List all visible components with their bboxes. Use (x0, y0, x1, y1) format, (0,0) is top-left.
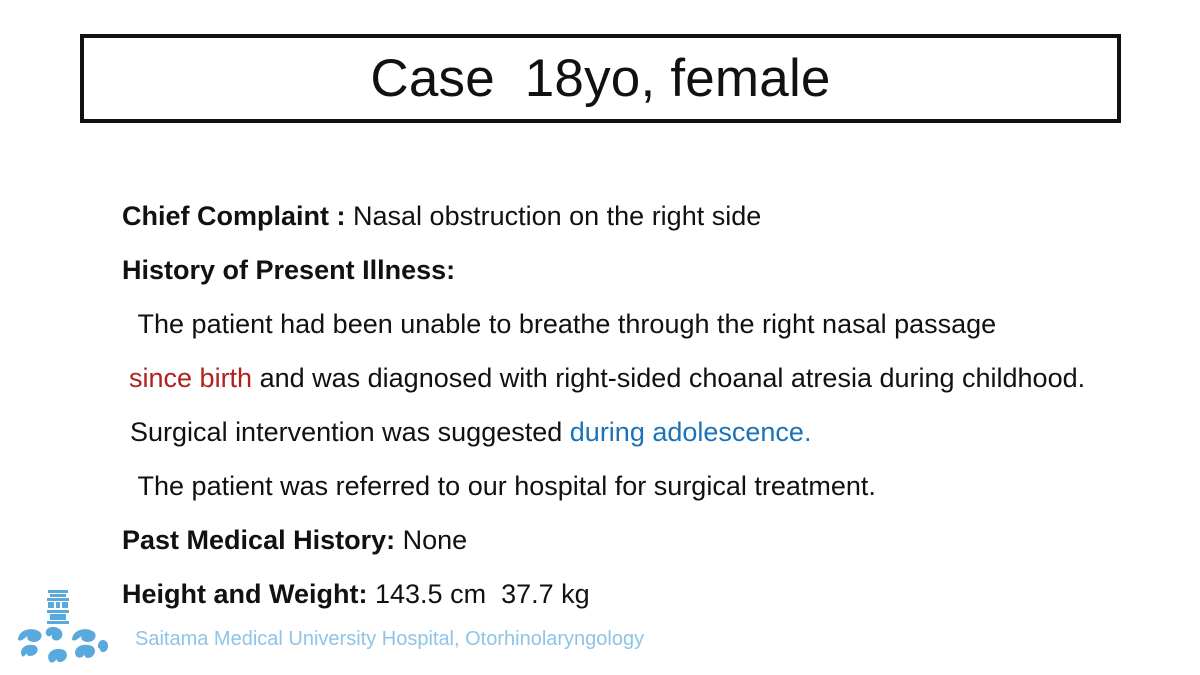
slide-title: Case 18yo, female (370, 49, 831, 108)
history-label: History of Present Illness: (122, 255, 456, 285)
history-highlight-since-birth: since birth (129, 363, 253, 393)
past-medical-history-value: None (395, 525, 468, 555)
footer-institution-text: Saitama Medical University Hospital, Otorhinolaryngology (135, 628, 645, 650)
history-text-3: Surgical intervention was suggested (130, 417, 570, 447)
history-highlight-adolescence: during adolescence. (569, 417, 812, 447)
university-logo-icon (14, 590, 110, 670)
past-medical-history-label: Past Medical History: (122, 525, 396, 555)
chief-complaint-label: Chief Complaint : (122, 201, 346, 231)
history-text-4: The patient was referred to our hospital for surgical treatment. (137, 471, 876, 501)
height-weight-value: 143.5 cm 37.7 kg (367, 579, 590, 609)
slide-title-box (80, 34, 1121, 123)
slide-footer (14, 590, 774, 670)
height-weight-label: Height and Weight: (122, 579, 368, 609)
history-text-1: The patient had been unable to breathe through the right nasal passage (137, 309, 997, 339)
history-text-2: and was diagnosed with right-sided choanal atresia during childhood. (252, 363, 1086, 393)
chief-complaint-value: Nasal obstruction on the right side (345, 201, 762, 231)
